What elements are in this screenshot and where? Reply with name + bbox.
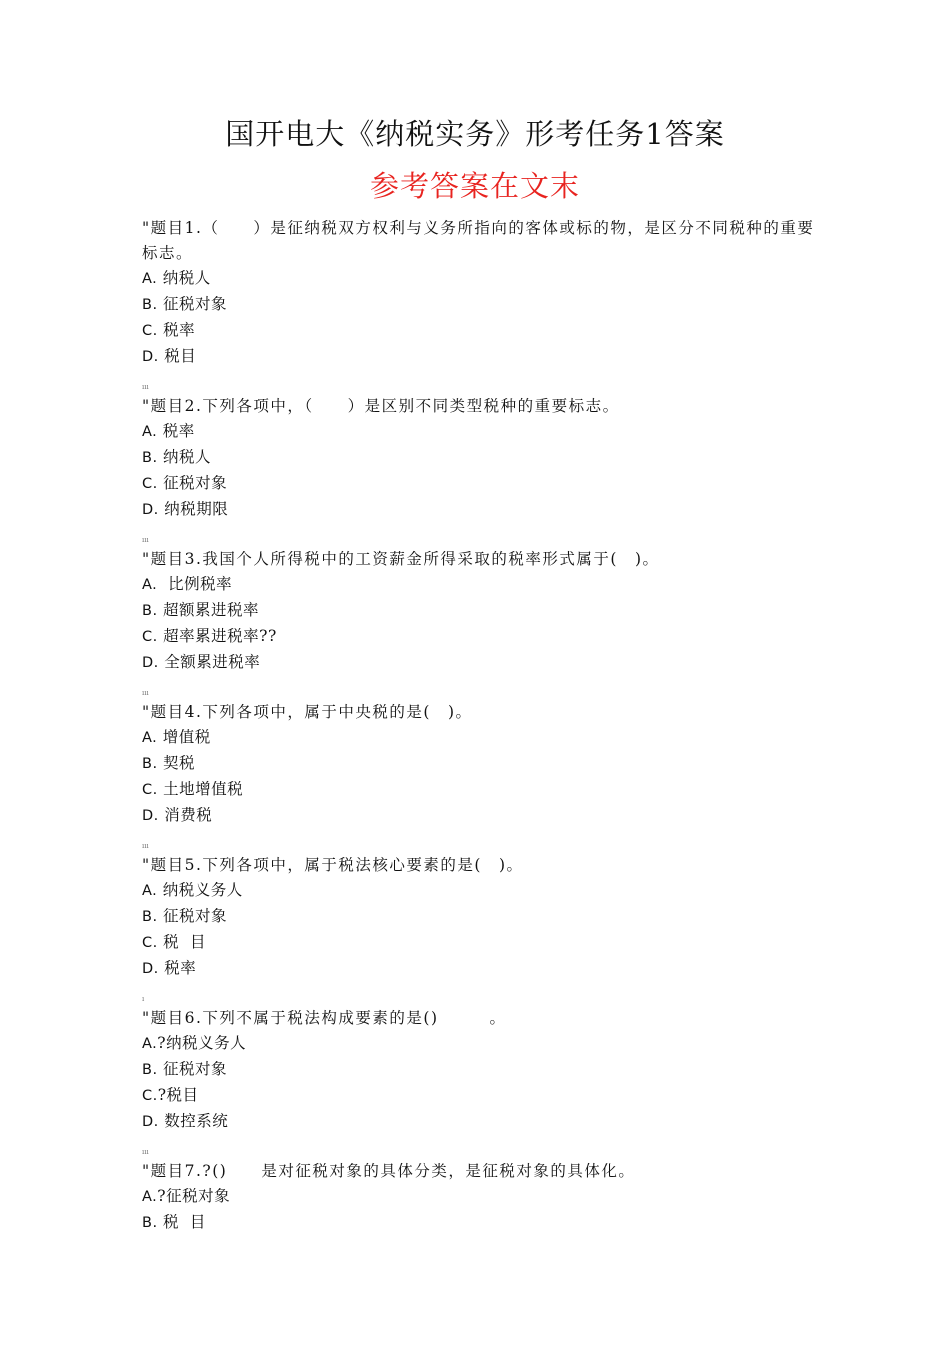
question-block	[142, 533, 822, 676]
question-text: "题目1.（ ）是征纳税双方权利与义务所指向的客体或标的物，是区分不同税种的重要标志。	[142, 219, 815, 262]
answer-option	[142, 1083, 822, 1109]
option-letter: A.	[142, 730, 158, 746]
question-block	[142, 839, 822, 982]
option-text: 纳税义务人	[157, 881, 243, 899]
question-block	[142, 1145, 822, 1236]
option-letter: D.	[142, 349, 159, 365]
option-letter: D.	[142, 808, 159, 824]
question-block	[142, 216, 822, 370]
option-letter: A.	[142, 424, 158, 440]
question-text: "题目5.下列各项中，属于税法核心要素的是( )。	[142, 856, 524, 874]
option-letter: C.	[142, 1088, 158, 1104]
answer-option	[142, 878, 822, 904]
option-letter: B.	[142, 297, 158, 313]
answer-note: 参考答案在文末	[369, 169, 580, 203]
answer-option	[142, 1184, 822, 1210]
answer-option	[142, 598, 822, 624]
option-text: 征税对象	[157, 295, 227, 313]
question-separator: ııı	[142, 1148, 149, 1156]
answer-option	[142, 445, 822, 471]
option-letter: A.	[142, 883, 158, 899]
option-text: 超额累进税率	[157, 601, 259, 619]
option-text: 税 目	[157, 1213, 206, 1231]
option-letter: C.	[142, 782, 158, 798]
option-letter: B.	[142, 450, 158, 466]
option-text: ?征税对象	[157, 1187, 231, 1205]
answer-option	[142, 318, 822, 344]
option-text: 增值税	[157, 728, 211, 746]
option-text: ?税目	[157, 1086, 199, 1104]
question-separator: ııı	[142, 842, 149, 850]
option-letter: B.	[142, 1062, 158, 1078]
option-letter: C.	[142, 323, 158, 339]
answer-option	[142, 292, 822, 318]
question-block	[142, 992, 822, 1135]
question-text: "题目7.?() 是对征税对象的具体分类，是征税对象的具体化。	[142, 1162, 636, 1180]
question-separator: ııı	[142, 689, 149, 697]
option-letter: D.	[142, 961, 159, 977]
option-text: 土地增值税	[157, 780, 244, 798]
question-list	[142, 216, 822, 1246]
answer-option	[142, 777, 822, 803]
option-text: 纳税期限	[158, 500, 229, 518]
option-letter: C.	[142, 935, 158, 951]
option-letter: D.	[142, 1114, 159, 1130]
answer-option	[142, 1057, 822, 1083]
answer-option	[142, 497, 822, 523]
option-text: 契税	[157, 754, 195, 772]
option-letter: B.	[142, 756, 158, 772]
answer-option	[142, 419, 822, 445]
option-letter: A.	[142, 577, 158, 593]
option-text: 征税对象	[157, 907, 227, 925]
option-text: 纳税人	[157, 448, 211, 466]
option-text: 税 目	[157, 933, 207, 951]
answer-option	[142, 725, 822, 751]
question-separator: ııı	[142, 536, 149, 544]
option-letter: C.	[142, 629, 158, 645]
answer-option	[142, 344, 822, 370]
option-text: 消费税	[158, 806, 213, 824]
answer-option	[142, 624, 822, 650]
option-text: 税率	[158, 959, 197, 977]
answer-option	[142, 930, 822, 956]
option-letter: B.	[142, 909, 158, 925]
option-text: 数控系统	[158, 1112, 229, 1130]
question-block	[142, 686, 822, 829]
option-letter: B.	[142, 1215, 158, 1231]
question-text: "题目4.下列各项中，属于中央税的是( )。	[142, 703, 473, 721]
question-block	[142, 380, 822, 523]
option-text: ?纳税义务人	[157, 1034, 247, 1052]
document-title: 国开电大《纳税实务》形考任务1答案	[225, 117, 725, 151]
answer-option	[142, 803, 822, 829]
option-letter: A.	[142, 271, 158, 287]
question-separator: ı	[142, 995, 145, 1003]
question-text: "题目3.我国个人所得税中的工资薪金所得采取的税率形式属于( )。	[142, 550, 660, 568]
option-letter: A.	[142, 1036, 158, 1052]
option-text: 税率	[157, 321, 196, 339]
option-text: 全额累进税率	[158, 653, 261, 671]
answer-option	[142, 471, 822, 497]
answer-option	[142, 904, 822, 930]
answer-option	[142, 572, 822, 598]
answer-option	[142, 956, 822, 982]
answer-option	[142, 1031, 822, 1057]
answer-option	[142, 1109, 822, 1135]
option-letter: A.	[142, 1189, 158, 1205]
option-text: 税率	[157, 422, 195, 440]
option-text: 超率累进税率??	[157, 627, 277, 645]
question-text: "题目6.下列不属于税法构成要素的是() 。	[142, 1009, 507, 1027]
option-letter: B.	[142, 603, 158, 619]
option-text: 税目	[158, 347, 197, 365]
answer-option	[142, 751, 822, 777]
answer-option	[142, 650, 822, 676]
answer-option	[142, 266, 822, 292]
option-text: 征税对象	[157, 474, 228, 492]
option-text: 征税对象	[157, 1060, 227, 1078]
option-text: 比例税率	[157, 575, 233, 593]
option-letter: D.	[142, 502, 159, 518]
option-letter: C.	[142, 476, 158, 492]
question-text: "题目2.下列各项中，（ ）是区别不同类型税种的重要标志。	[142, 397, 620, 415]
question-separator: ııı	[142, 383, 149, 391]
option-letter: D.	[142, 655, 159, 671]
answer-option	[142, 1210, 822, 1236]
option-text: 纳税人	[157, 269, 211, 287]
